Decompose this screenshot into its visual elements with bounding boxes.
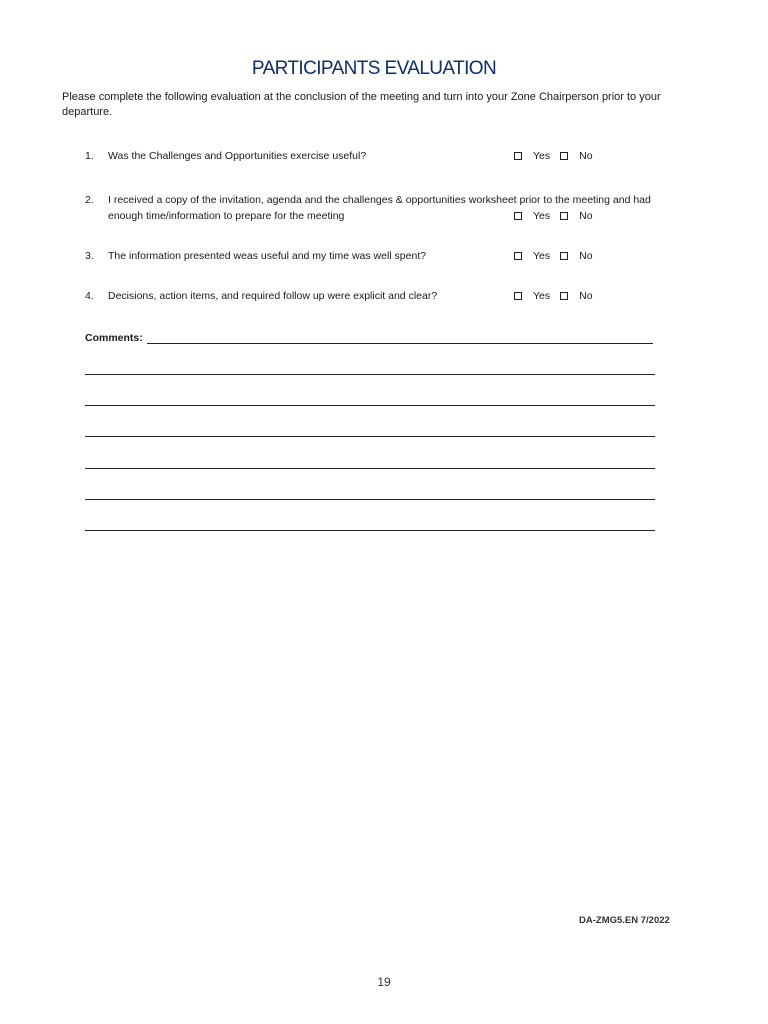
yes-label: Yes (533, 210, 551, 222)
question-text: Was the Challenges and Opportunities exercise useful? (108, 150, 367, 162)
comments-field[interactable] (147, 343, 653, 344)
page-number: 19 (377, 975, 391, 989)
page-title: PARTICIPANTS EVALUATION (251, 58, 497, 79)
answers-q4 (514, 288, 593, 304)
no-checkbox[interactable] (560, 152, 568, 160)
question-number: 1. (85, 150, 94, 162)
question-number: 3. (85, 250, 94, 262)
no-checkbox[interactable] (560, 212, 568, 220)
question-number: 4. (85, 290, 94, 302)
comments-line[interactable] (85, 499, 655, 500)
yes-checkbox[interactable] (514, 292, 522, 300)
yes-checkbox[interactable] (514, 152, 522, 160)
comments-line[interactable] (85, 374, 655, 375)
answers-q2 (514, 208, 593, 224)
no-label: No (579, 250, 593, 262)
no-label: No (579, 210, 593, 222)
question-number: 2. (85, 194, 94, 206)
no-label: No (579, 150, 593, 162)
answers-q1 (514, 148, 593, 164)
yes-checkbox[interactable] (514, 212, 522, 220)
yes-checkbox[interactable] (514, 252, 522, 260)
no-label: No (579, 290, 593, 302)
comments-line[interactable] (85, 530, 655, 531)
comments-line[interactable] (85, 468, 655, 469)
no-checkbox[interactable] (560, 252, 568, 260)
comments-label: Comments: (85, 332, 143, 344)
yes-label: Yes (533, 290, 551, 302)
document-code: DA-ZMG5.EN 7/2022 (579, 915, 670, 926)
question-text: I received a copy of the invitation, agenda and the challenges & opportunities worksheet prior to the meeting and had enough time/information to prepare for the meeting (108, 194, 651, 222)
answers-q3 (514, 248, 593, 264)
question-text: The information presented weas useful and my time was well spent? (108, 250, 427, 262)
comments-line[interactable] (85, 436, 655, 437)
yes-label: Yes (533, 250, 551, 262)
question-text: Decisions, action items, and required follow up were explicit and clear? (108, 290, 438, 302)
comments-line[interactable] (85, 405, 655, 406)
no-checkbox[interactable] (560, 292, 568, 300)
intro-text: Please complete the following evaluation at the conclusion of the meeting and turn into your Zone Chairperson prior to your departure. (62, 91, 661, 118)
yes-label: Yes (533, 150, 551, 162)
